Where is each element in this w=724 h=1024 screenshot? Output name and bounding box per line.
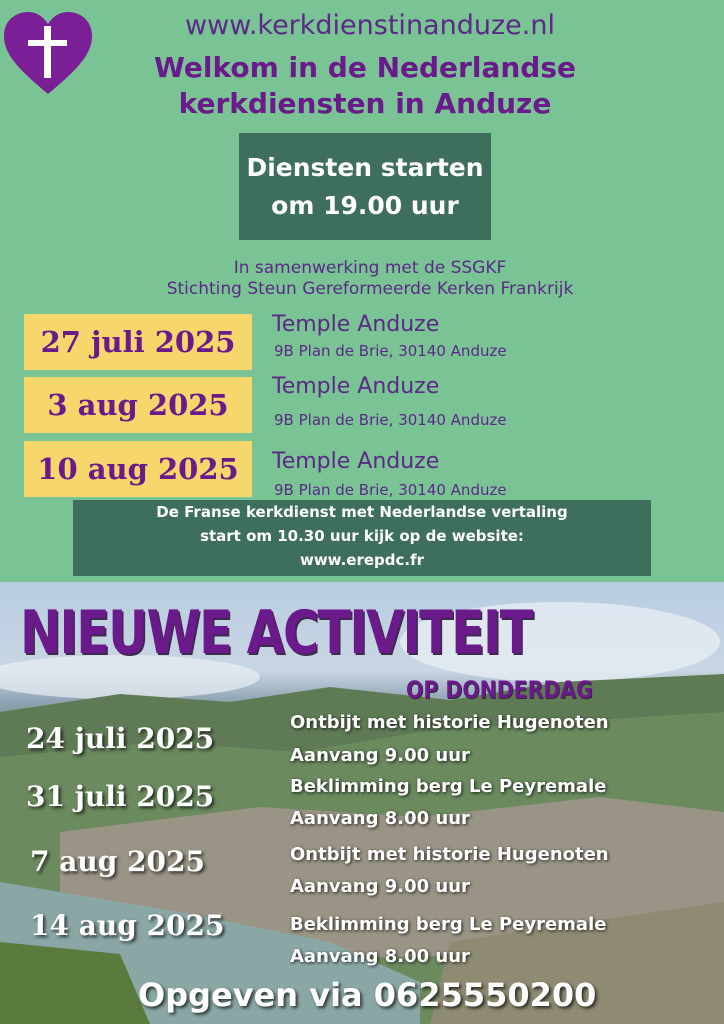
service-venue-1: Temple Anduze — [272, 312, 440, 337]
activity-time-4: Aanvang 8.00 uur — [290, 946, 470, 967]
activity-title-1: Ontbijt met historie Hugenoten — [290, 712, 609, 733]
service-address-2: 9B Plan de Brie, 30140 Anduze — [274, 411, 507, 429]
service-date-3: 10 aug 2025 — [24, 441, 252, 497]
activity-time-1: Aanvang 9.00 uur — [290, 745, 470, 766]
welcome-line-1: Welkom in de Nederlandse — [154, 51, 576, 84]
service-address-3: 9B Plan de Brie, 30140 Anduze — [274, 481, 507, 499]
activity-time-3: Aanvang 9.00 uur — [290, 876, 470, 897]
activity-date-2: 31 juli 2025 — [26, 780, 215, 813]
cooperation-line-1: In samenwerking met de SSGKF — [233, 258, 507, 278]
activity-time-2: Aanvang 8.00 uur — [290, 808, 470, 829]
website-url: www.kerkdienstinanduze.nl — [185, 10, 555, 41]
start-line-2: om 19.00 uur — [271, 191, 459, 220]
start-time-box — [239, 133, 491, 240]
service-venue-2: Temple Anduze — [272, 374, 440, 399]
activity-date-3: 7 aug 2025 — [30, 845, 205, 878]
service-address-1: 9B Plan de Brie, 30140 Anduze — [274, 342, 507, 360]
activity-title-2: Beklimming berg Le Peyremale — [290, 776, 607, 797]
activity-date-1: 24 juli 2025 — [26, 722, 215, 755]
service-venue-3: Temple Anduze — [272, 449, 440, 474]
french-website: www.erepdc.fr — [299, 551, 425, 569]
start-line-1: Diensten starten — [246, 153, 484, 182]
activity-title-3: Ontbijt met historie Hugenoten — [290, 844, 609, 865]
new-activity-subheading: OP DONDERDAG — [406, 676, 593, 704]
welcome-heading — [95, 50, 635, 122]
activity-date-4: 14 aug 2025 — [30, 909, 225, 942]
new-activity-heading: NIEUWE ACTIVITEIT — [20, 598, 532, 668]
activity-title-4: Beklimming berg Le Peyremale — [290, 914, 607, 935]
heart-cross-icon — [2, 10, 94, 96]
french-line-1: De Franse kerkdienst met Nederlandse vertaling — [156, 503, 568, 521]
cooperation-note — [110, 258, 630, 300]
signup-phone: Opgeven via 0625550200 — [138, 976, 597, 1014]
service-date-1: 27 juli 2025 — [24, 314, 252, 370]
service-date-2: 3 aug 2025 — [24, 377, 252, 433]
welcome-line-2: kerkdiensten in Anduze — [178, 87, 552, 120]
french-line-2: start om 10.30 uur kijk op de website: — [200, 527, 524, 545]
french-service-box — [73, 500, 651, 576]
cooperation-line-2: Stichting Steun Gereformeerde Kerken Frankrijk — [166, 279, 574, 299]
